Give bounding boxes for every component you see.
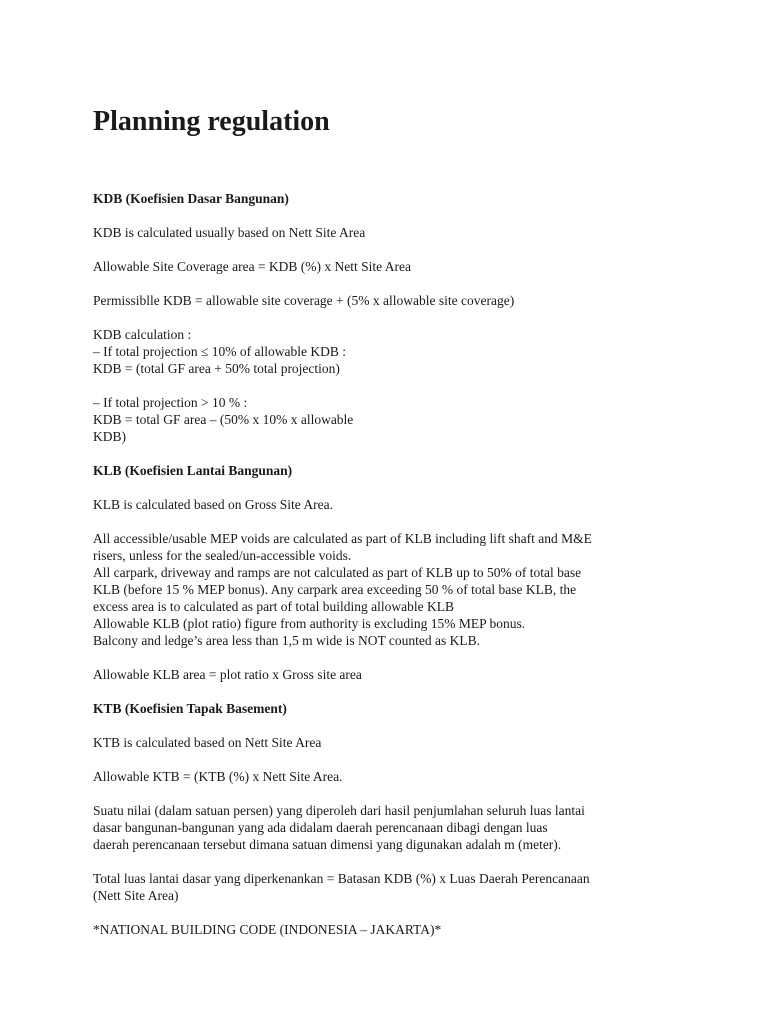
text-line: KDB) [93,429,126,444]
text-line: (Nett Site Area) [93,888,179,903]
text-line: Suatu nilai (dalam satuan persen) yang diperoleh dari hasil penjumlahan seluruh luas lantai [93,803,585,818]
text-line: excess area is to calculated as part of total building allowable KLB [93,599,454,614]
page-title: Planning regulation [93,106,330,137]
text-line: risers, unless for the sealed/un-accessible voids. [93,548,352,563]
ktb-block [93,802,713,853]
klb-paragraph-1: KLB is calculated based on Gross Site Area. [93,497,333,512]
text-line: Allowable KLB (plot ratio) figure from authority is excluding 15% MEP bonus. [93,616,526,631]
text-line: KDB = total GF area – (50% x 10% x allowable [93,412,354,427]
text-line: KLB (before 15 % MEP bonus). Any carpark area exceeding 50 % of total base KLB, the [93,582,577,597]
kdb-paragraph-2: Allowable Site Coverage area = KDB (%) x Nett Site Area [93,259,412,274]
ktb-paragraph-2: Allowable KTB = (KTB (%) x Nett Site Area. [93,769,343,784]
text-line: Balcony and ledge’s area less than 1,5 m wide is NOT counted as KLB. [93,633,481,648]
klb-heading: KLB (Koefisien Lantai Bangunan) [93,463,293,478]
ktb-paragraph-1: KTB is calculated based on Nett Site Area [93,735,322,750]
text-line: KDB = (total GF area + 50% total projection) [93,361,340,376]
klb-paragraph-2: Allowable KLB area = plot ratio x Gross site area [93,667,362,682]
ktb-total [93,870,713,904]
kdb-heading: KDB (Koefisien Dasar Bangunan) [93,191,289,206]
kdb-calculation-2 [93,394,713,445]
text-line: – If total projection > 10 % : [93,395,248,410]
footer-note: *NATIONAL BUILDING CODE (INDONESIA – JAKARTA)* [93,922,442,937]
klb-block [93,530,713,649]
text-line: Total luas lantai dasar yang diperkenankan = Batasan KDB (%) x Luas Daerah Perencanaan [93,871,590,886]
text-line: – If total projection ≤ 10% of allowable KDB : [93,344,346,359]
kdb-paragraph-1: KDB is calculated usually based on Nett Site Area [93,225,366,240]
text-line: dasar bangunan-bangunan yang ada didalam daerah perencanaan dibagi dengan luas [93,820,548,835]
text-line: All carpark, driveway and ramps are not calculated as part of KLB up to 50% of total base [93,565,582,580]
text-line: All accessible/usable MEP voids are calculated as part of KLB including lift shaft and M&E [93,531,592,546]
text-line: KDB calculation : [93,327,192,342]
text-line: daerah perencanaan tersebut dimana satuan dimensi yang digunakan adalah m (meter). [93,837,562,852]
document-page [93,104,713,955]
kdb-calculation [93,326,713,377]
kdb-paragraph-3: Permissiblle KDB = allowable site coverage + (5% x allowable site coverage) [93,293,515,308]
ktb-heading: KTB (Koefisien Tapak Basement) [93,701,287,716]
